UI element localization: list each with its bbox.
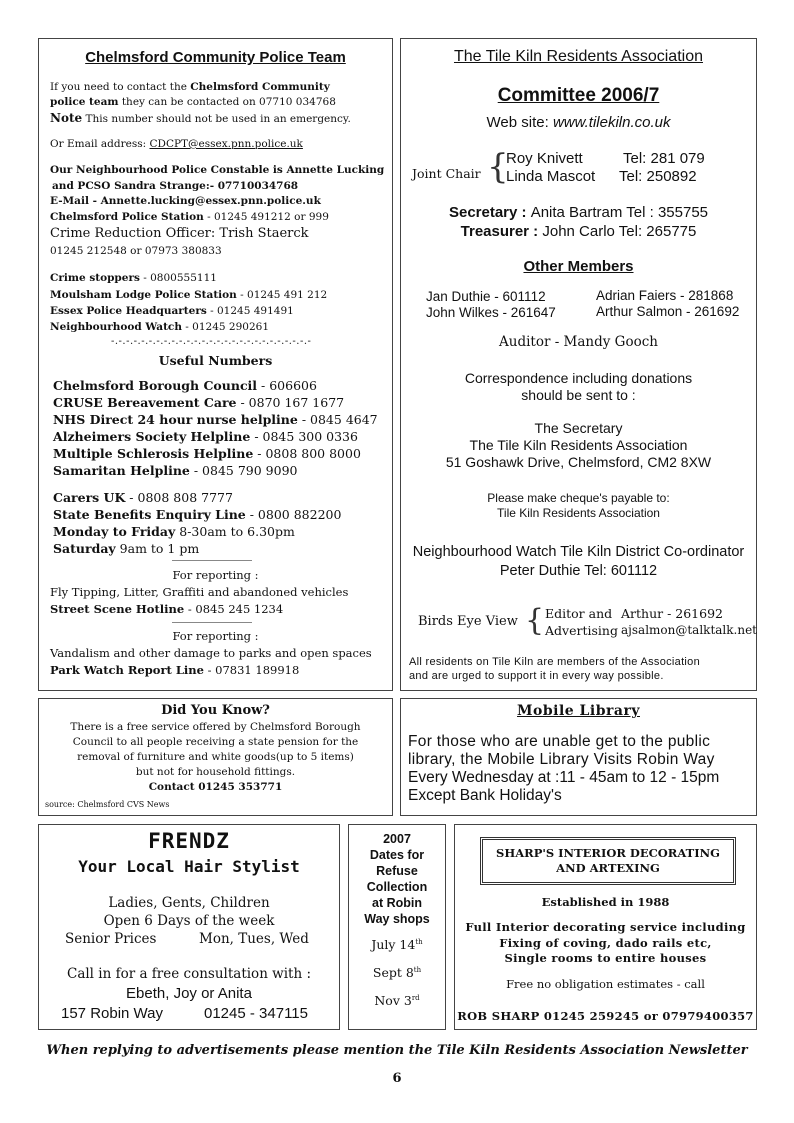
reporting-2-title: For reporting : (172, 629, 259, 643)
mobile-library-line-3: Every Wednesday at :11 - 45am to 12 - 15pm (408, 769, 720, 786)
did-you-know-source: source: Chelmsford CVS News (45, 800, 170, 809)
sharps-title-line-1: SHARP'S INTERIOR DECORATING (496, 846, 720, 860)
member-right-1: Adrian Faiers - 281868 (596, 288, 734, 303)
chair-brace: { (487, 147, 509, 187)
email-line: Or Email address: CDCPT@essex.pnn.police.uk (50, 138, 303, 150)
sharps-line-1: Full Interior decorating service including (465, 920, 746, 934)
editor-name: Arthur - 261692 (621, 606, 723, 621)
sharps-line-2: Fixing of coving, dado rails etc, (499, 936, 712, 950)
treasurer-line: Treasurer : John Carlo Tel: 265775 (460, 223, 697, 240)
frendz-senior-days: Mon, Tues, Wed (199, 931, 309, 947)
members-note-line-1: All residents on Tile Kiln are members of the Association (409, 656, 701, 668)
frendz-phone: 01245 - 347115 (204, 1005, 308, 1022)
sharps-title-frame (480, 837, 736, 885)
frendz-title: FRENDZ (148, 829, 230, 853)
member-left-1: Jan Duthie - 601112 (426, 289, 546, 304)
cro-number: 01245 212548 or 07973 380833 (50, 245, 222, 257)
essex-hq-line: Essex Police Headquarters - 01245 491491 (50, 305, 294, 317)
cheque-line-2: Tile Kiln Residents Association (497, 506, 660, 520)
nw-coordinator-line-2: Peter Duthie Tel: 601112 (499, 563, 658, 579)
mobile-library-box (400, 698, 757, 816)
cro-line: Crime Reduction Officer: Trish Staerck (50, 226, 309, 241)
did-you-know-contact: Contact 01245 353771 (148, 781, 283, 793)
street-scene-line: Street Scene Hotline - 0845 245 1234 (50, 602, 284, 616)
did-you-know-box (38, 698, 393, 816)
website-link[interactable]: www.tilekiln.co.uk (552, 114, 671, 131)
useful-number-item: Alzheimers Society Helpline - 0845 300 0336 (53, 429, 358, 444)
rule-2 (172, 622, 252, 623)
refuse-collection-box (348, 824, 446, 1030)
did-you-know-line-2: Council to all people receiving a state pension for the (72, 736, 359, 748)
frendz-senior-prices: Senior Prices (65, 931, 157, 947)
website-line: Web site: www.tilekiln.co.uk (486, 114, 671, 131)
rule-1 (172, 560, 252, 561)
chair-1-name: Roy Knivett (506, 150, 583, 167)
did-you-know-line-3: removal of furniture and white goods(up to 5 items) (77, 751, 354, 763)
chair-2-name: Linda Mascot (506, 168, 596, 185)
useful-number-item: Saturday 9am to 1 pm (53, 541, 200, 556)
frendz-address: 157 Robin Way (61, 1005, 163, 1022)
refuse-title-line: 2007 (383, 832, 411, 846)
advertising-label: Advertising (545, 623, 618, 638)
refuse-title-line: Refuse (376, 864, 418, 878)
divider: -.-.-.-.-.-.-.-.-.-.-.-.-.-.-.-.-.-.-.-.-.-.-.-.-.-.- (111, 336, 312, 347)
secretary-line: Secretary : Anita Bartram Tel : 355755 (448, 204, 709, 221)
sharps-line-4: Free no obligation estimates - call (506, 977, 705, 991)
police-title: Chelmsford Community Police Team (85, 49, 346, 66)
address-line-1: The Secretary (534, 420, 623, 436)
frendz-advert-box (38, 824, 340, 1030)
neighbourhood-watch-line: Neighbourhood Watch - 01245 290261 (50, 321, 269, 333)
constable-email: E-Mail - Annette.lucking@essex.pnn.police.uk (50, 195, 321, 207)
sharps-title-line-2: AND ARTEXING (556, 861, 660, 875)
useful-number-item: CRUSE Bereavement Care - 0870 167 1677 (53, 395, 345, 410)
reporting-1-text: Fly Tipping, Litter, Graffiti and abandoned vehicles (50, 585, 349, 599)
constable-line-1: Our Neighbourhood Police Constable is Annette Lucking (50, 164, 385, 176)
mobile-library-title: Mobile Library (517, 703, 640, 719)
committee-title: Committee 2006/7 (497, 85, 660, 106)
tile-kiln-association-box (400, 38, 757, 691)
frendz-line-2: Open 6 Days of the week (103, 913, 275, 929)
refuse-title-line: Collection (366, 880, 428, 894)
auditor-line: Auditor - Mandy Gooch (499, 334, 658, 350)
address-line-2: The Tile Kiln Residents Association (469, 437, 688, 453)
note-line: Note This number should not be used in an emergency. (50, 111, 351, 125)
useful-number-item: Samaritan Helpline - 0845 790 9090 (53, 463, 298, 478)
footer-note: When replying to advertisements please mention the Tile Kiln Residents Association Newsletter (46, 1043, 748, 1058)
chair-1-tel: Tel: 281 079 (623, 150, 705, 167)
useful-numbers-title: Useful Numbers (158, 353, 273, 368)
chair-2-tel: Tel: 250892 (619, 168, 697, 185)
cheque-line-1: Please make cheque's payable to: (487, 491, 670, 505)
reporting-2-text: Vandalism and other damage to parks and open spaces (50, 646, 372, 660)
moulsham-line: Moulsham Lodge Police Station - 01245 491 212 (50, 289, 328, 301)
police-team-box (38, 38, 393, 691)
address-line-3: 51 Goshawk Drive, Chelmsford, CM2 8XW (445, 454, 712, 470)
mobile-library-line-2: library, the Mobile Library Visits Robin Way (408, 751, 715, 768)
useful-number-item: NHS Direct 24 hour nurse helpline - 0845 4647 (53, 412, 378, 427)
refuse-title-line: Dates for (369, 848, 425, 862)
editor-email[interactable]: ajsalmon@talktalk.net (621, 623, 757, 637)
contact-line-2: police team they can be contacted on 07710 034768 (50, 96, 336, 108)
police-email-link[interactable]: CDCPT@essex.pnn.police.uk (149, 138, 303, 150)
mobile-library-line-1: For those who are unable get to the public (408, 733, 711, 750)
did-you-know-line-4: but not for household fittings. (135, 766, 296, 778)
reporting-1-title: For reporting : (172, 568, 259, 582)
refuse-date: Sept 8th (372, 965, 422, 980)
nw-coordinator-line-1: Neighbourhood Watch Tile Kiln District Co-ordinator (412, 544, 745, 560)
member-left-2: John Wilkes - 261647 (426, 305, 556, 320)
useful-number-item: Multiple Schlerosis Helpline - 0808 800 8000 (53, 446, 361, 461)
birds-eye-view-label: Birds Eye View (418, 614, 518, 629)
editor-label: Editor and (545, 606, 613, 621)
constable-line-2: and PCSO Sandra Strange:- 07710034768 (52, 180, 299, 192)
correspondence-line-2: should be sent to : (521, 387, 636, 403)
refuse-dates (349, 937, 445, 1021)
sharps-line-3: Single rooms to entire houses (504, 951, 707, 965)
useful-number-item: Monday to Friday 8-30am to 6.30pm (53, 524, 295, 539)
sharps-contact: ROB SHARP 01245 259245 or 07979400357 (457, 1009, 754, 1023)
mobile-library-line-4: Except Bank Holiday's (408, 787, 562, 804)
crimestoppers-line: Crime stoppers - 0800555111 (50, 272, 217, 284)
correspondence-line-1: Correspondence including donations (464, 370, 693, 386)
useful-number-item: Chelmsford Borough Council - 606606 (53, 378, 317, 393)
association-title: The Tile Kiln Residents Association (453, 48, 703, 65)
joint-chair-label: Joint Chair (412, 166, 481, 181)
sharps-established: Established in 1988 (541, 895, 670, 909)
refuse-title-line: at Robin (372, 896, 422, 910)
page-number: 6 (392, 1071, 402, 1086)
useful-number-item: State Benefits Enquiry Line - 0800 882200 (53, 507, 342, 522)
frendz-stylists: Ebeth, Joy or Anita (126, 985, 252, 1002)
refuse-title (349, 831, 445, 927)
sharps-advert-box (454, 824, 757, 1030)
did-you-know-title: Did You Know? (161, 703, 270, 718)
frendz-line-1: Ladies, Gents, Children (108, 895, 270, 911)
contact-line-1: If you need to contact the Chelmsford Community (50, 81, 330, 93)
refuse-title-line: Way shops (364, 912, 430, 926)
member-right-2: Arthur Salmon - 261692 (596, 304, 740, 319)
editor-brace: { (525, 603, 545, 638)
members-note-line-2: and are urged to support it in every way possible. (409, 670, 664, 682)
refuse-date: Nov 3rd (374, 993, 420, 1008)
refuse-date: July 14th (371, 937, 423, 952)
useful-number-item: Carers UK - 0808 808 7777 (53, 490, 233, 505)
park-watch-line: Park Watch Report Line - 07831 189918 (50, 663, 300, 677)
other-members-title: Other Members (523, 258, 634, 275)
station-line: Chelmsford Police Station - 01245 491212 or 999 (50, 211, 329, 223)
frendz-line-4: Call in for a free consultation with : (66, 966, 312, 982)
frendz-subtitle: Your Local Hair Stylist (78, 857, 300, 876)
did-you-know-line-1: There is a free service offered by Chelmsford Borough (70, 721, 361, 733)
